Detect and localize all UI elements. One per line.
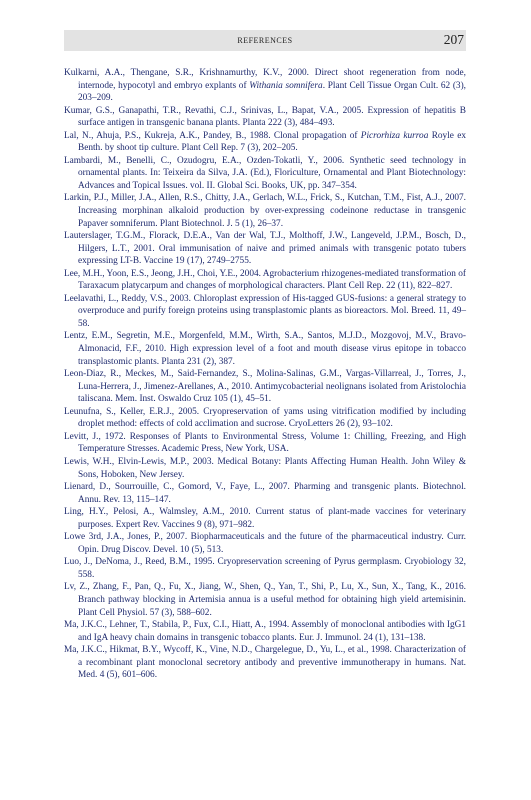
reference-entry [64, 556, 466, 581]
reference-entry [64, 330, 466, 368]
reference-text: Ma, J.K.C., Hikmat, B.Y., Wycoff, K., Vine, N.D., Chargelegue, D., Yu, L., et al., 1998. Characterization of a recombinant plant monoclonal secretory antibody and preventive immunotherapy in humans. Nat. Med. 4 (5), 601–606. [64, 645, 466, 681]
reference-entry [64, 619, 466, 644]
reference-entry [64, 644, 466, 682]
reference-entry [64, 293, 466, 331]
reference-text: Kumar, G.S., Ganapathi, T.R., Revathi, C.J., Srinivas, L., Bapat, V.A., 2005. Expression of hepatitis B surface antigen in transgenic banana plants. Planta 222 (3), 484–493. [64, 105, 466, 129]
reference-text: . Plant Cell Tissue Organ Cult. 62 (3), 203–209. [78, 80, 466, 104]
reference-entry [64, 155, 466, 193]
page-number: 207 [443, 32, 464, 47]
reference-text: Lambardi, M., Benelli, C., Ozudogru, E.A., Ozden-Tokatli, Y., 2006. Synthetic seed technology in ornamental plants. In: Teixeira da Silva, J.A. (Ed.), Floriculture, Ornamental and Plant Biotechnology: Advances and Topical Issues. vol. II. Global Sci. Books, UK, pp. 347–354. [64, 155, 466, 191]
reference-entry [64, 506, 466, 531]
reference-entry [64, 192, 466, 230]
reference-entry [64, 531, 466, 556]
reference-entry [64, 368, 466, 406]
reference-entry [64, 431, 466, 456]
reference-italic-text: Withania somnifera [249, 80, 323, 91]
reference-text: Lv, Z., Zhang, F., Pan, Q., Fu, X., Jiang, W., Shen, Q., Yan, T., Shi, P., Lu, X., Sun, X., Tang, K., 2016. Branch pathway blocking in Artemisia annua is a useful method for obtaining high yield artemisinin. Plant Cell Physiol. 57 (3), 588–602. [64, 582, 466, 618]
reference-entry [64, 456, 466, 481]
reference-text: Ma, J.K.C., Lehner, T., Stabila, P., Fux, C.I., Hiatt, A., 1994. Assembly of monoclonal antibodies with IgG1 and IgA heavy chain domains in transgenic tobacco plants. Eur. J. Immunol. 24 (1), 131–138. [64, 620, 466, 643]
reference-text: Leunufna, S., Keller, E.R.J., 2005. Cryopreservation of yams using vitrification modified by including droplet method: effects of cold acclimation and sucrose. CryoLetters 26 (2), 93–102. [64, 406, 466, 430]
reference-entry [64, 581, 466, 619]
reference-text: Levitt, J., 1972. Responses of Plants to Environmental Stress, Volume 1: Chilling, Freezing, and High Temperature Stresses. Academic Press, New York, USA. [64, 431, 466, 455]
running-head-title: REFERENCES [237, 36, 293, 45]
reference-entry [64, 481, 466, 506]
reference-entry [64, 406, 466, 431]
reference-entry [64, 130, 466, 155]
reference-text: Lal, N., Ahuja, P.S., Kukreja, A.K., Pandey, B., 1988. Clonal propagation of [64, 130, 361, 141]
reference-text: Ling, H.Y., Pelosi, A., Walmsley, A.M., 2010. Current status of plant-made vaccines for veterinary purposes. Expert Rev. Vaccines 9 (8), 971–982. [64, 507, 466, 530]
reference-text: Lentz, E.M., Segretin, M.E., Morgenfeld, M.M., Wirth, S.A., Santos, M.J.D., Mozgovoj, M.V., Bravo-Almonacid, F.F., 2010. High expression level of a foot and mouth disease virus epitope in tobacco transplastomic plants. Planta 231 (2), 387. [64, 331, 466, 367]
reference-text: Leon-Diaz, R., Meckes, M., Said-Fernandez, S., Molina-Salinas, G.M., Vargas-Villarreal, J., Torres, J., Luna-Herrera, J., Jimenez-Arellanes, A., 2010. Antimycobacterial neolignans isolated from Aristolochia taliscana. Mem. Inst. Oswaldo Cruz 105 (1), 45–51. [64, 369, 466, 405]
reference-entry [64, 105, 466, 130]
reference-text: Royle ex Benth. by shoot tip culture. Plant Cell Rep. 7 (3), 202–205. [78, 130, 467, 154]
reference-text: Lauterslager, T.G.M., Florack, D.E.A., Van der Wal, T.J., Molthoff, J.W., Langeveld, J.P.M., Bosch, D., Hilgers, L.T., 2001. Oral immunisation of naive and primed animals with transgenic potato tubers expressing LT-B. Vaccine 19 (17), 2749–2755. [64, 231, 466, 267]
reference-text: Lienard, D., Sourrouille, C., Gomord, V., Faye, L., 2007. Pharming and transgenic plants. Biotechnol. Annu. Rev. 13, 115–147. [64, 482, 466, 505]
reference-text: Luo, J., DeNoma, J., Reed, B.M., 1995. Cryopreservation screening of Pyrus germplasm. Cryobiology 32, 558. [64, 557, 466, 580]
running-header [64, 30, 466, 51]
reference-text: Larkin, P.J., Miller, J.A., Allen, R.S., Chitty, J.A., Gerlach, W.L., Frick, S., Kutchan, T.M., Fist, A.J., 2007. Increasing morphinan alkaloid production by over-expressing codeinone reductase in transgenic Papaver somniferum. Plant Biotechnol. J. 5 (1), 26–37. [64, 193, 466, 229]
reference-entry [64, 230, 466, 268]
reference-text: Kulkarni, A.A., Thengane, S.R., Krishnamurthy, K.V., 2000. Direct shoot regeneration from node, internode, hypocotyl and embryo explants of [64, 68, 466, 91]
reference-entry [64, 268, 466, 293]
reference-italic-text: Picrorhiza kurroa [360, 130, 429, 141]
reference-text: Lee, M.H., Yoon, E.S., Jeong, J.H., Choi, Y.E., 2004. Agrobacterium rhizogenes-mediated transformation of Taraxacum platycarpum and changes of morphological characters. Plant Cell Rep. 22 (11), 822–827. [64, 268, 466, 292]
reference-text: Lowe 3rd, J.A., Jones, P., 2007. Biopharmaceuticals and the future of the pharmaceutical industry. Curr. Opin. Drug Discov. Devel. 10 (5), 513. [64, 532, 466, 555]
reference-text: Lewis, W.H., Elvin-Lewis, M.P., 2003. Medical Botany: Plants Affecting Human Health. John Wiley & Sons, Hoboken, New Jersey. [64, 456, 466, 480]
reference-entry [64, 67, 466, 105]
reference-list [64, 67, 466, 682]
reference-text: Leelavathi, L., Reddy, V.S., 2003. Chloroplast expression of His-tagged GUS-fusions: a general strategy to overproduce and purify foreign proteins using transplastomic plants as bioreactors. Mol. Breed. 11, 49–58. [64, 293, 466, 329]
